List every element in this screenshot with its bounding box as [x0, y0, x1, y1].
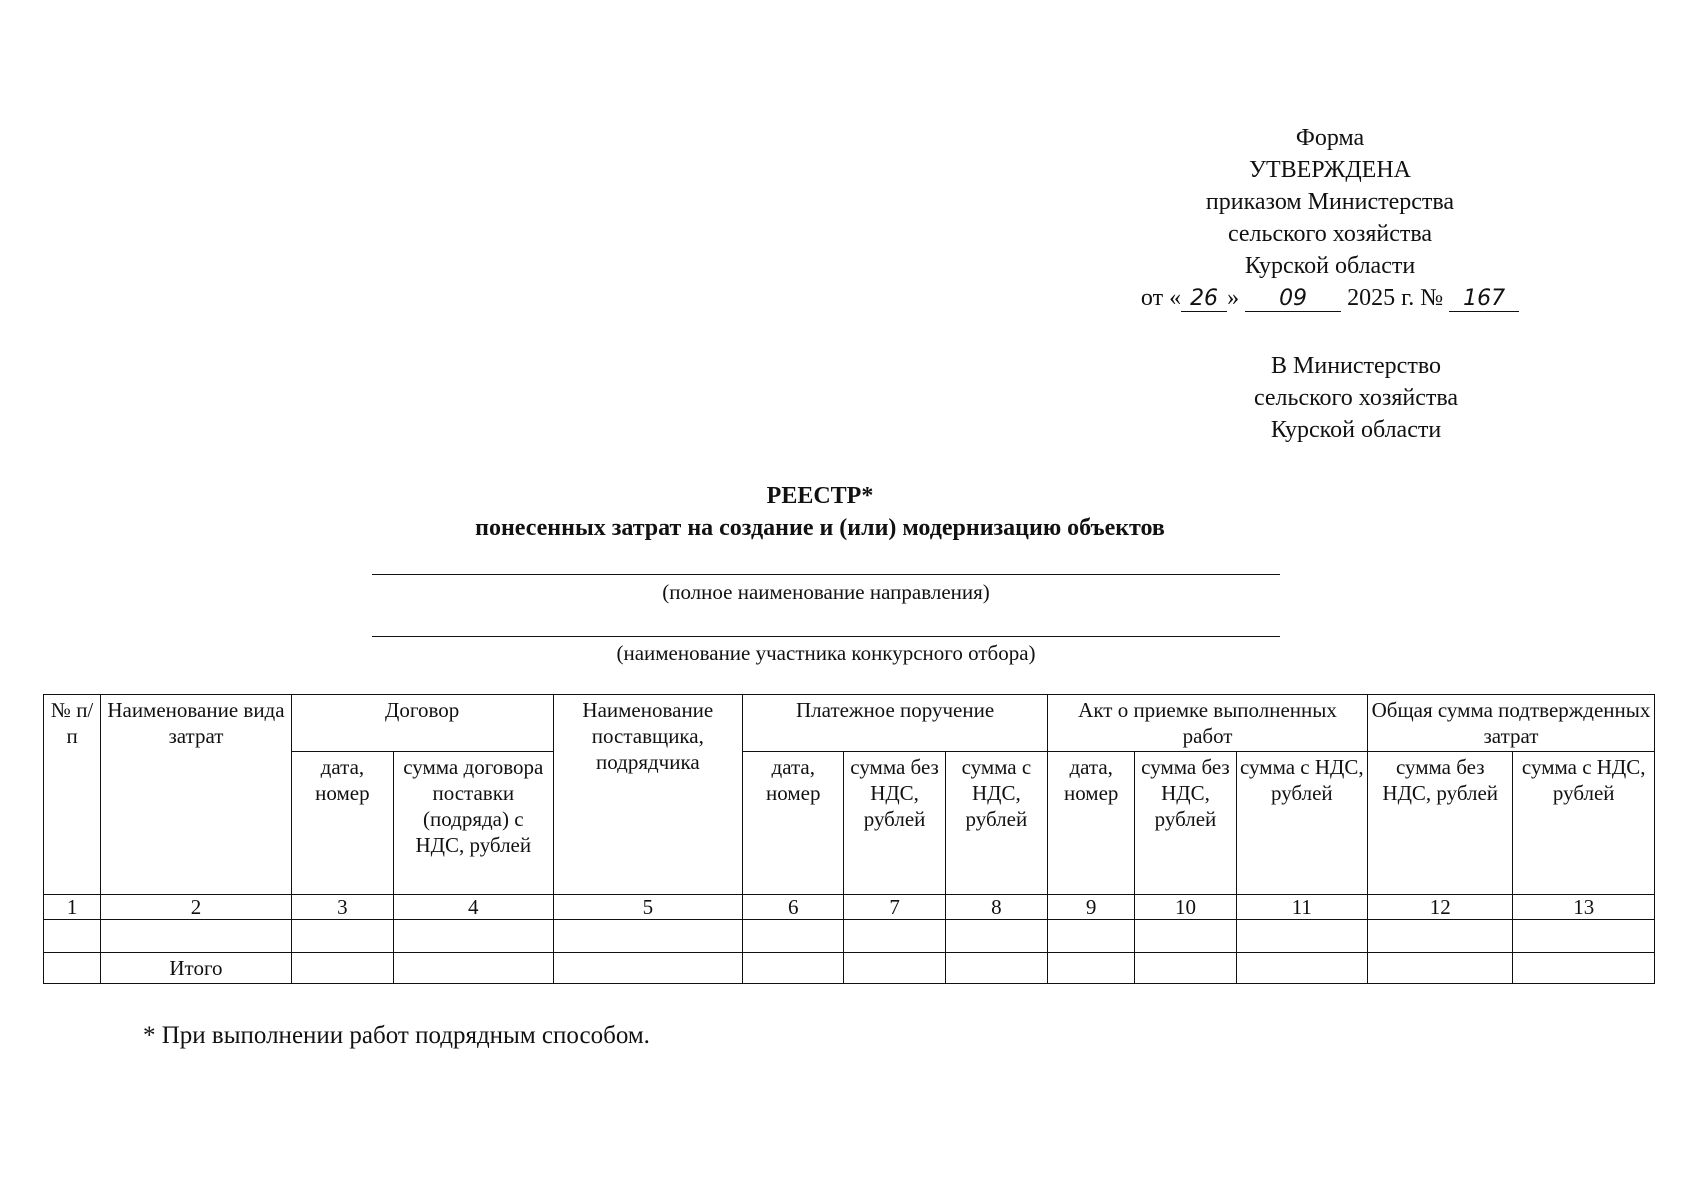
header-payment-sum-no-vat: сумма без НДС, рублей — [844, 752, 945, 895]
order-line: приказом Министерства — [1205, 189, 1455, 215]
recipient-block — [1216, 350, 1496, 446]
header-supplier: Наименование поставщика, подрядчика — [553, 695, 743, 895]
handwritten-month: 09 — [1245, 287, 1341, 312]
column-number: 2 — [101, 895, 292, 920]
column-number: 13 — [1513, 895, 1655, 920]
date-separator: » — [1227, 285, 1240, 311]
cell-total-num[interactable] — [44, 953, 101, 984]
column-number: 1 — [44, 895, 101, 920]
cell-total-act-sum-vat[interactable] — [1236, 953, 1367, 984]
header-payment-sum-vat: сумма с НДС, рублей — [945, 752, 1047, 895]
column-number: 5 — [553, 895, 743, 920]
cell-total-payment-date[interactable] — [743, 953, 844, 984]
cell-total-supplier[interactable] — [553, 953, 743, 984]
total-label: Итого — [101, 953, 292, 984]
cell-total-contract-sum[interactable] — [394, 953, 553, 984]
header-contract-date: дата, номер — [291, 752, 393, 895]
header-payment-date: дата, номер — [743, 752, 844, 895]
cell-payment-sum-no-vat[interactable] — [844, 920, 945, 953]
title-main: РЕЕСТР* — [766, 483, 874, 509]
header-total-confirmed: Общая сумма подтвержденных затрат — [1368, 695, 1655, 752]
participant-caption: (наименование участника конкурсного отбора) — [616, 641, 1036, 665]
cell-payment-sum-vat[interactable] — [945, 920, 1047, 953]
cell-act-sum-vat[interactable] — [1236, 920, 1367, 953]
table-row — [44, 920, 1655, 953]
document-title — [370, 480, 1270, 544]
cell-cost-type[interactable] — [101, 920, 292, 953]
approved-label: УТВЕРЖДЕНА — [1248, 157, 1412, 183]
date-year: 2025 г. № — [1347, 285, 1444, 311]
total-row — [44, 953, 1655, 984]
header-payment-order: Платежное поручение — [743, 695, 1048, 752]
header-act: Акт о приемке выполненных работ — [1048, 695, 1368, 752]
title-subtitle: понесенных затрат на создание и (или) модернизацию объектов — [475, 515, 1165, 541]
column-number: 4 — [394, 895, 553, 920]
participant-fill-line[interactable] — [372, 636, 1280, 637]
footnote: * При выполнении работ подрядным способом. — [143, 1022, 650, 1049]
handwritten-order-number: 167 — [1449, 287, 1519, 312]
header-act-date: дата, номер — [1048, 752, 1135, 895]
header-cost-type: Наименование вида затрат — [101, 695, 292, 895]
column-number: 10 — [1135, 895, 1236, 920]
cell-contract-sum[interactable] — [394, 920, 553, 953]
column-number-row — [44, 895, 1655, 920]
cost-registry-table — [43, 694, 1655, 984]
cell-payment-date[interactable] — [743, 920, 844, 953]
cell-total-no-vat[interactable] — [1368, 920, 1513, 953]
approval-block — [1110, 122, 1550, 314]
column-number: 8 — [945, 895, 1047, 920]
recipient-line-1: В Министерство — [1271, 353, 1441, 379]
recipient-line-2: сельского хозяйства — [1253, 385, 1459, 411]
cell-act-sum-no-vat[interactable] — [1135, 920, 1236, 953]
column-number: 3 — [291, 895, 393, 920]
date-prefix: от « — [1140, 285, 1182, 311]
ministry-line: сельского хозяйства — [1227, 221, 1433, 247]
column-number: 7 — [844, 895, 945, 920]
cell-total-payment-sum-no-vat[interactable] — [844, 953, 945, 984]
cell-total-contract-date[interactable] — [291, 953, 393, 984]
header-row-1 — [44, 695, 1655, 752]
cell-supplier[interactable] — [553, 920, 743, 953]
cell-act-date[interactable] — [1048, 920, 1135, 953]
cell-total-total-vat[interactable] — [1513, 953, 1655, 984]
direction-fill-line[interactable] — [372, 574, 1280, 575]
approval-date-line — [1110, 282, 1550, 314]
header-total-vat: сумма с НДС, рублей — [1513, 752, 1655, 895]
region-line: Курской области — [1244, 253, 1416, 279]
header-act-sum-no-vat: сумма без НДС, рублей — [1135, 752, 1236, 895]
handwritten-day: 26 — [1181, 287, 1227, 312]
header-contract-sum: сумма договора поставки (подряда) с НДС, рублей — [394, 752, 553, 895]
cell-total-payment-sum-vat[interactable] — [945, 953, 1047, 984]
form-label: Форма — [1295, 125, 1365, 151]
header-contract: Договор — [291, 695, 553, 752]
direction-caption: (полное наименование направления) — [662, 580, 990, 604]
cell-total-act-date[interactable] — [1048, 953, 1135, 984]
header-act-sum-vat: сумма с НДС, рублей — [1236, 752, 1367, 895]
column-number: 12 — [1368, 895, 1513, 920]
cell-total-vat[interactable] — [1513, 920, 1655, 953]
cell-num[interactable] — [44, 920, 101, 953]
column-number: 9 — [1048, 895, 1135, 920]
header-total-no-vat: сумма без НДС, рублей — [1368, 752, 1513, 895]
cell-contract-date[interactable] — [291, 920, 393, 953]
cell-total-act-sum-no-vat[interactable] — [1135, 953, 1236, 984]
recipient-line-3: Курской области — [1270, 417, 1442, 443]
header-num: № п/п — [44, 695, 101, 895]
column-number: 6 — [743, 895, 844, 920]
column-number: 11 — [1236, 895, 1367, 920]
cell-total-total-no-vat[interactable] — [1368, 953, 1513, 984]
